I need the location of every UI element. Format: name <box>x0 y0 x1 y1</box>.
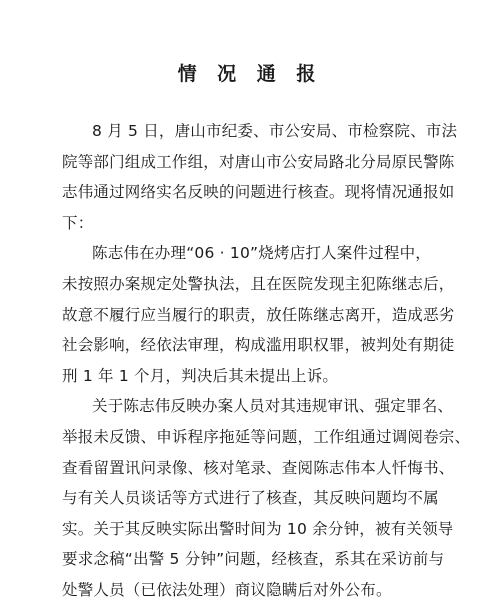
paragraph-2-line-2: 未按照办案规定处警执法，且在医院发现主犯陈继志后， <box>62 274 455 293</box>
paragraph-1-line-3: 志伟通过网络实名反映的问题进行核查。现将情况通报如 <box>62 183 455 202</box>
paragraph-2-line-1: 陈志伟在办理“06 · 10”烧烤店打人案件过程中， <box>92 244 431 263</box>
paragraph-1-line-2: 院等部门组成工作组，对唐山市公安局路北分局原民警陈 <box>62 152 455 171</box>
paragraph-2-line-5: 刑 1 年 1 个月，判决后其未提出上诉。 <box>62 366 339 385</box>
paragraph-2-line-4: 社会影响，经依法审理，构成滥用职权罪，被判处有期徒 <box>62 336 455 355</box>
document-body <box>62 116 471 606</box>
paragraph-3-line-4: 与有关人员谈话等方式进行了核查，其反映问题均不属 <box>62 489 439 508</box>
paragraph-3-line-5: 实。关于其反映实际出警时间为 10 余分钟，被有关领导 <box>62 519 454 538</box>
paragraph-3-line-6: 要求念稿“出警 5 分钟”问题，经核查，系其在采访前与 <box>62 550 445 569</box>
paragraph-3-line-1: 关于陈志伟反映办案人员对其违规审讯、强定罪名、 <box>92 397 454 416</box>
paragraph-3-line-3: 查看留置讯问录像、核对笔录、查阅陈志伟本人忏悔书、 <box>62 458 455 477</box>
paragraph-1-line-4: 下： <box>62 213 94 232</box>
document-title: 情 况 通 报 <box>177 63 323 85</box>
paragraph-3-line-7: 处警人员（已依法处理）商议隐瞒后对外公布。 <box>62 580 392 599</box>
paragraph-3-line-2: 举报未反馈、申诉程序拖延等问题，工作组通过调阅卷宗、 <box>62 427 471 446</box>
paragraph-2-line-3: 故意不履行应当履行的职责，放任陈继志离开，造成恶劣 <box>62 305 455 324</box>
paragraph-1-line-1: 8 月 5 日，唐山市纪委、市公安局、市检察院、市法 <box>92 122 458 140</box>
